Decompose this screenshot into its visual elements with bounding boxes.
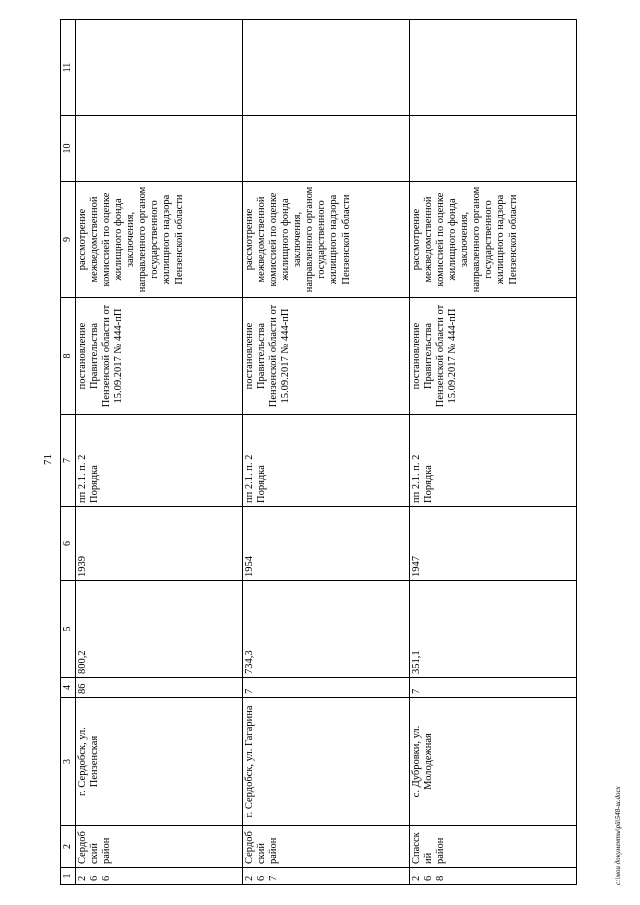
district-cell: Спасский район [410, 826, 577, 868]
column-number: 8 [61, 298, 76, 415]
house-number-cell: 7 [243, 678, 410, 698]
column-number: 6 [61, 507, 76, 581]
district-cell: Сердобский район [76, 826, 243, 868]
column-11-cell [410, 20, 577, 116]
decree-cell: постановление Правительства Пензенской области от 15.09.2017 № 444-пП [76, 298, 243, 415]
footer-file-path: c:\мои документы\рй\548-ш.docx [614, 786, 622, 885]
house-number-cell: 7 [410, 678, 577, 698]
year-cell: 1954 [243, 507, 410, 581]
address-cell: г. Сердобск, ул. Пензенская [76, 698, 243, 826]
reason-cell: рассмотрение межведомственной комиссией по оценке жилищного фонда заключения, направленного органом государственного жилищного надзора Пензенской области [76, 182, 243, 298]
reason-cell: рассмотрение межведомственной комиссией по оценке жилищного фонда заключения, направленного органом государственного жилищного надзора Пензенской области [243, 182, 410, 298]
column-number: 1 [61, 868, 76, 885]
row-number: 266 [76, 868, 243, 885]
column-number: 11 [61, 20, 76, 116]
basis-cell: пп 2.1. п. 2 Порядка [243, 415, 410, 507]
table-row [410, 20, 577, 885]
row-number: 268 [410, 868, 577, 885]
page-number: 71 [42, 454, 54, 465]
column-11-cell [243, 20, 410, 116]
area-cell: 734,3 [243, 581, 410, 678]
reason-cell: рассмотрение межведомственной комиссией по оценке жилищного фонда заключения, направленного органом государственного жилищного надзора Пензенской области [410, 182, 577, 298]
column-10-cell [410, 116, 577, 182]
column-11-cell [76, 20, 243, 116]
column-number: 2 [61, 826, 76, 868]
table-row [243, 20, 410, 885]
area-cell: 351,1 [410, 581, 577, 678]
column-number: 5 [61, 581, 76, 678]
house-number-cell: 86 [76, 678, 243, 698]
basis-cell: пп 2.1. п. 2 Порядка [410, 415, 577, 507]
column-number-row [61, 20, 76, 885]
basis-cell: пп 2.1. п. 2 Порядка [76, 415, 243, 507]
area-cell: 800,2 [76, 581, 243, 678]
column-10-cell [243, 116, 410, 182]
table-row [76, 20, 243, 885]
column-number: 9 [61, 182, 76, 298]
column-number: 10 [61, 116, 76, 182]
year-cell: 1947 [410, 507, 577, 581]
address-cell: г. Сердобск, ул. Гагарина [243, 698, 410, 826]
column-number: 3 [61, 698, 76, 826]
housing-register-table [60, 19, 577, 885]
column-10-cell [76, 116, 243, 182]
decree-cell: постановление Правительства Пензенской области от 15.09.2017 № 444-пП [410, 298, 577, 415]
address-cell: с. Дубровки, ул. Молодежная [410, 698, 577, 826]
column-number: 7 [61, 415, 76, 507]
row-number: 267 [243, 868, 410, 885]
decree-cell: постановление Правительства Пензенской области от 15.09.2017 № 444-пП [243, 298, 410, 415]
column-number: 4 [61, 678, 76, 698]
district-cell: Сердобский район [243, 826, 410, 868]
year-cell: 1939 [76, 507, 243, 581]
